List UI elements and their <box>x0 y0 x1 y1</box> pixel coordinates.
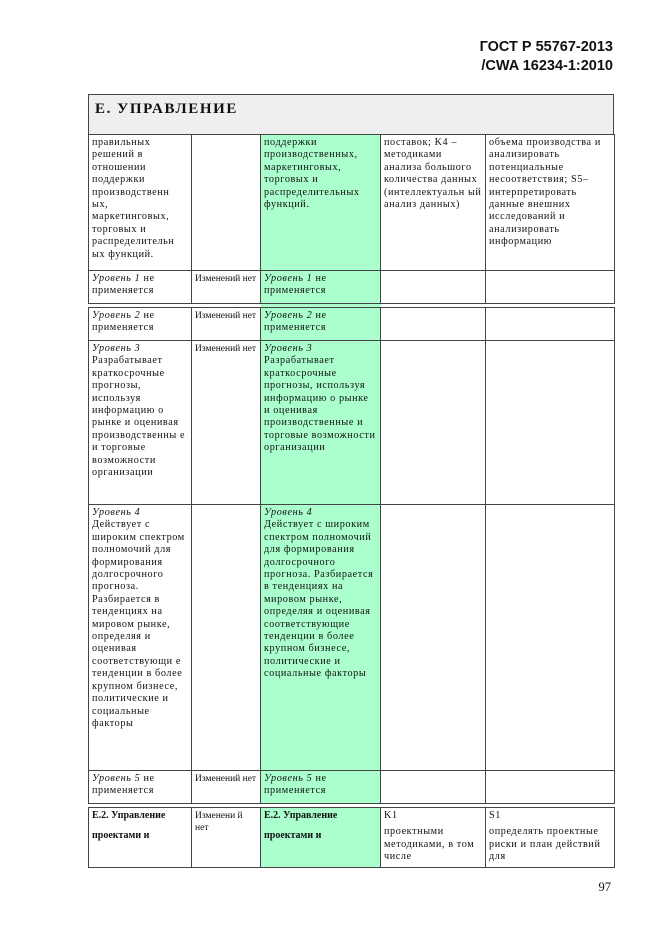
cell-level4: Уровень 4 Действует с широким спектром полномочий для формирования долгосрочного прогноза. Разбирается в тенденциях на мировом рынке, определяя и оценивая соответствующи е тенденции в более крупном бизнесе, политические и социальные факторы <box>89 505 192 771</box>
cell-changes: Изменений нет <box>192 308 261 341</box>
cell-knowledge <box>381 341 486 505</box>
document-code-cwa: /CWA 16234-1:2010 <box>481 58 613 74</box>
page-number: 97 <box>598 880 611 894</box>
cell-changes <box>192 135 261 271</box>
cell-skills <box>486 771 615 804</box>
cell-changes: Изменени й нет <box>192 808 261 868</box>
cell-knowledge <box>381 308 486 341</box>
cell-knowledge: поставок; K4 – методиками анализа большого количества данных (интеллектуальн ый анализ данных) <box>381 135 486 271</box>
cell-level3: Уровень 3 Разрабатывает краткосрочные прогнозы, используя информацию о рынке и оценивая производственны е и торговые возможности организации <box>89 341 192 505</box>
competence-table <box>88 134 615 868</box>
cell-adapted-e2: Е.2. Управление проектами и <box>261 808 381 868</box>
cell-level1: Уровень 1 не применяется <box>89 271 192 304</box>
cell-changes <box>192 505 261 771</box>
cell-skills <box>486 505 615 771</box>
cell-adapted-level1: Уровень 1 не применяется <box>261 271 381 304</box>
cell-competence-e2: Е.2. Управление проектами и <box>89 808 192 868</box>
cell-skills <box>486 271 615 304</box>
cell-knowledge <box>381 271 486 304</box>
cell-knowledge <box>381 771 486 804</box>
cell-original: правильных решений в отношении поддержки производственн ых, маркетинговых, торговых и распределительн ых функций. <box>89 135 192 271</box>
cell-changes: Изменений нет <box>192 771 261 804</box>
table-row <box>89 308 615 341</box>
cell-changes: Изменений нет <box>192 271 261 304</box>
cell-adapted: поддержки производственных, маркетинговых, торговых и распределительных функций. <box>261 135 381 271</box>
cell-adapted-level3: Уровень 3 Разрабатывает краткосрочные прогнозы, используя информацию о рынке и оценивая производственные и торговые возможности организации <box>261 341 381 505</box>
cell-knowledge <box>381 505 486 771</box>
cell-skills <box>486 308 615 341</box>
cell-adapted-level2: Уровень 2 не применяется <box>261 308 381 341</box>
section-title: Е. УПРАВЛЕНИЕ <box>95 101 239 117</box>
cell-level2: Уровень 2 не применяется <box>89 308 192 341</box>
cell-skills: S1 определять проектные риски и план действий для <box>486 808 615 868</box>
cell-knowledge: K1 проектными методиками, в том числе <box>381 808 486 868</box>
table-row <box>89 771 615 804</box>
cell-adapted-level4: Уровень 4 Действует с широким спектром полномочий для формирования долгосрочного прогноза. Разбирается в тенденциях на мировом рынке, определяя и оценивая соответствующие тенденции в более крупном бизнесе, политические и социальные факторы <box>261 505 381 771</box>
table-row <box>89 135 615 271</box>
document-code: ГОСТ Р 55767-2013 <box>479 39 613 55</box>
cell-skills: объема производства и анализировать потенциальные несоответствия; S5– интерпретировать данные внешних исследований и анализировать информацию <box>486 135 615 271</box>
cell-level5: Уровень 5 не применяется <box>89 771 192 804</box>
table-row <box>89 271 615 304</box>
table-row <box>89 808 615 868</box>
cell-skills <box>486 341 615 505</box>
cell-changes: Изменений нет <box>192 341 261 505</box>
table-row <box>89 341 615 505</box>
table-row <box>89 505 615 771</box>
section-header <box>88 94 614 134</box>
cell-adapted-level5: Уровень 5 не применяется <box>261 771 381 804</box>
